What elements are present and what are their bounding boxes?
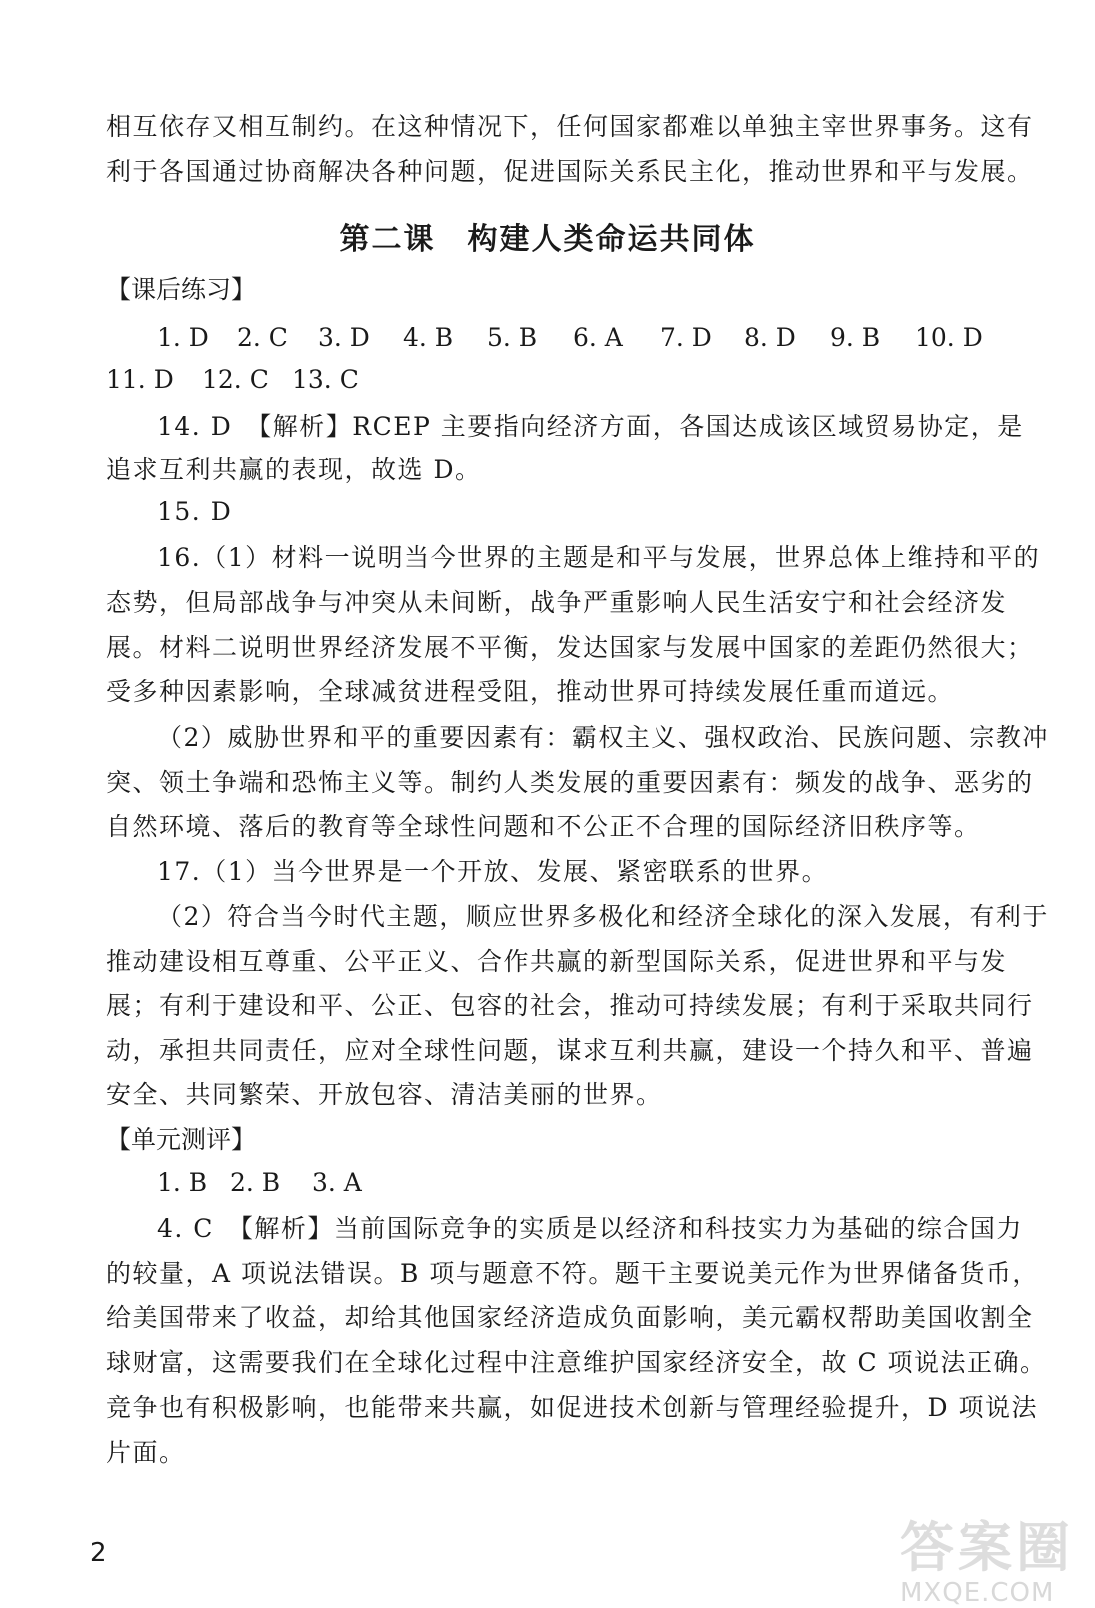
watermark [900, 1505, 1074, 1608]
q17-p2-line-5: 安全、共同繁荣、开放包容、清洁美丽的世界。 [106, 1080, 663, 1109]
page-number: 2 [90, 1538, 107, 1568]
q4-line-6: 片面。 [106, 1438, 186, 1467]
lesson-title: 第二课 构建人类命运共同体 [339, 222, 756, 257]
answer-7: 7. D [660, 323, 712, 352]
q15-answer: 15. D [157, 497, 233, 526]
q4-line-2: 的较量，A 项说法错误。B 项与题意不符。题干主要说美元作为世界储备货币， [106, 1259, 1039, 1288]
q4-line-3: 给美国带来了收益，却给其他国家经济造成负面影响，美元霸权帮助美国收割全 [106, 1303, 1034, 1332]
q16-p1-line-3: 展。材料二说明世界经济发展不平衡，发达国家与发展中国家的差距仍然很大； [106, 633, 1034, 662]
q17-p2-line-1: （2）符合当今时代主题，顺应世界多极化和经济全球化的深入发展，有利于 [157, 902, 1049, 931]
watermark-logo: 答案圈 [900, 1516, 1074, 1579]
answer-11: 11. D [106, 365, 174, 394]
answer-4: 4. B [403, 323, 454, 352]
q17-p2-line-3: 展；有利于建设和平、公正、包容的社会，推动可持续发展；有利于采取共同行 [106, 991, 1034, 1020]
answer-5: 5. B [487, 323, 538, 352]
q14-line-1: 14. D 【解析】RCEP 主要指向经济方面，各国达成该区域贸易协定，是 [157, 412, 1024, 441]
answer-9: 9. B [830, 323, 881, 352]
unit-test-heading: 【单元测评】 [106, 1125, 257, 1154]
q14-line-2: 追求互利共赢的表现，故选 D。 [106, 455, 482, 484]
q17-p2-line-4: 动，承担共同责任，应对全球性问题，谋求互利共赢，建设一个持久和平、普遍 [106, 1036, 1034, 1065]
unit-answer-1: 1. B [157, 1168, 208, 1197]
q4-line-1: 4. C 【解析】当前国际竞争的实质是以经济和科技实力为基础的综合国力 [157, 1214, 1023, 1243]
answer-12: 12. C [202, 365, 269, 394]
q16-p2-line-3: 自然环境、落后的教育等全球性问题和不公正不合理的国际经济旧秩序等。 [106, 812, 981, 841]
answer-10: 10. D [915, 323, 983, 352]
q16-p2-line-2: 突、领土争端和恐怖主义等。制约人类发展的重要因素有：频发的战争、恶劣的 [106, 768, 1034, 797]
answer-13: 13. C [292, 365, 359, 394]
intro-line-1: 相互依存又相互制约。在这种情况下，任何国家都难以单独主宰世界事务。这有 [106, 112, 1034, 141]
q17-p1: 17.（1）当今世界是一个开放、发展、紧密联系的世界。 [157, 857, 829, 886]
intro-line-2: 利于各国通过协商解决各种问题，促进国际关系民主化，推动世界和平与发展。 [106, 157, 1034, 186]
answer-8: 8. D [744, 323, 796, 352]
unit-answer-3: 3. A [312, 1168, 362, 1197]
answer-2: 2. C [237, 323, 288, 352]
q16-p1-line-1: 16.（1）材料一说明当今世界的主题是和平与发展，世界总体上维持和平的 [157, 543, 1041, 572]
q17-p2-line-2: 推动建设相互尊重、公平正义、合作共赢的新型国际关系，促进世界和平与发 [106, 947, 1008, 976]
q16-p2-line-1: （2）威胁世界和平的重要因素有：霸权主义、强权政治、民族问题、宗教冲 [157, 723, 1049, 752]
q4-line-5: 竞争也有积极影响，也能带来共赢，如促进技术创新与管理经验提升，D 项说法 [106, 1393, 1038, 1422]
watermark-url: MXQE.COM [900, 1578, 1055, 1608]
after-class-heading: 【课后练习】 [106, 275, 257, 304]
q4-line-4: 球财富，这需要我们在全球化过程中注意维护国家经济安全，故 C 项说法正确。 [106, 1348, 1047, 1377]
answer-6: 6. A [573, 323, 623, 352]
answer-3: 3. D [318, 323, 370, 352]
unit-answer-2: 2. B [230, 1168, 281, 1197]
answer-1: 1. D [157, 323, 209, 352]
q16-p1-line-2: 态势，但局部战争与冲突从未间断，战争严重影响人民生活安宁和社会经济发 [106, 588, 1008, 617]
q16-p1-line-4: 受多种因素影响，全球减贫进程受阻，推动世界可持续发展任重而道远。 [106, 677, 955, 706]
